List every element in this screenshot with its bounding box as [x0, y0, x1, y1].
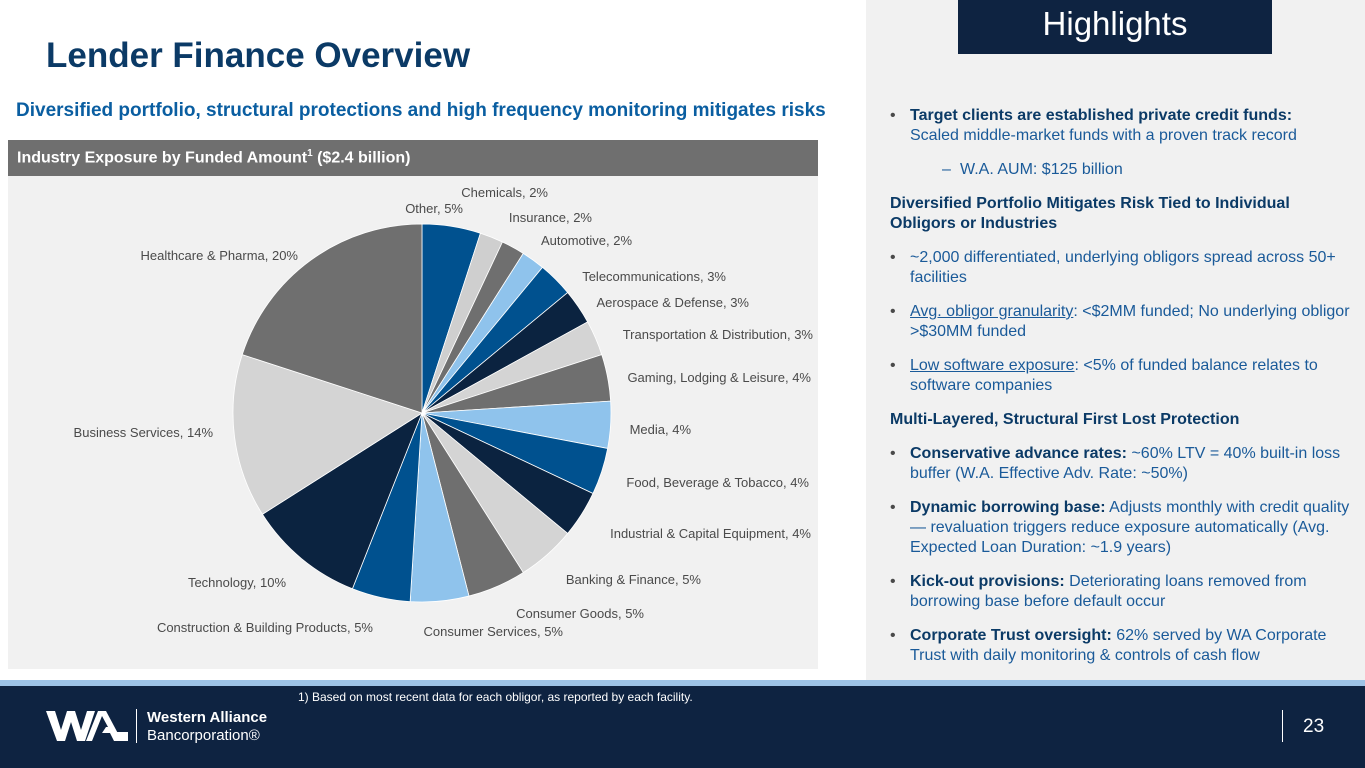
highlight-kick-out	[890, 572, 1350, 612]
bullet-glyph: •	[890, 107, 896, 124]
pie-label-construction-building-products: Construction & Building Products, 5%	[156, 620, 373, 635]
page-title: Lender Finance Overview	[46, 36, 471, 75]
chart-header	[8, 140, 818, 176]
highlights-list	[890, 106, 1350, 680]
highlight-text: Adjusts monthly with credit quality — revaluation triggers reduce exposure automatically (Avg. Expected Loan Duration: ~1.9 years)	[910, 499, 1350, 556]
highlight-bold: Conservative advance rates:	[910, 445, 1127, 462]
page-number-separator	[1282, 710, 1283, 742]
pie-label-gaming-lodging-leisure: Gaming, Lodging & Leisure, 4%	[627, 370, 811, 385]
pie-label-aerospace-defense: Aerospace & Defense, 3%	[596, 295, 749, 310]
highlight-text: 62% served by WA Corporate Trust with daily monitoring & controls of cash flow	[910, 627, 1327, 664]
logo-separator	[136, 709, 137, 743]
section-heading-protection: Multi-Layered, Structural First Lost Protection	[890, 411, 1240, 428]
highlight-text: : <$2MM funded; No underlying obligor >$30MM funded	[910, 303, 1350, 340]
pie-label-chemicals: Chemicals, 2%	[461, 185, 548, 200]
bullet-glyph: •	[890, 627, 896, 644]
pie-label-telecommunications: Telecommunications, 3%	[582, 269, 726, 284]
highlight-bold: Dynamic borrowing base:	[910, 499, 1106, 516]
pie-label-automotive: Automotive, 2%	[540, 233, 632, 248]
highlight-bold: Target clients are established private credit funds:	[910, 107, 1293, 124]
bullet-glyph: •	[890, 573, 896, 590]
highlight-sub-text: W.A. AUM: $125 billion	[960, 161, 1123, 178]
footnote: 1) Based on most recent data for each obligor, as reported by each facility.	[298, 690, 693, 704]
highlight-obligors	[890, 248, 1350, 288]
chart-header-text: Industry Exposure by Funded Amount	[17, 149, 308, 167]
bullet-glyph: •	[890, 249, 896, 266]
pie-label-insurance: Insurance, 2%	[508, 210, 592, 225]
highlight-text: : <5% of funded balance relates to software companies	[910, 357, 1318, 394]
highlight-advance-rates	[890, 444, 1350, 484]
western-alliance-logo-icon	[46, 710, 128, 742]
page-subtitle: Diversified portfolio, structural protections and high frequency monitoring mitigates risks	[16, 100, 826, 121]
pie-label-other: Other, 5%	[405, 201, 463, 216]
highlight-text: Deteriorating loans removed from borrowing base before default occur	[910, 573, 1307, 610]
logo-company-name: Western Alliance	[147, 709, 268, 726]
pie-label-healthcare-pharma: Healthcare & Pharma, 20%	[140, 248, 298, 263]
highlight-corporate-trust	[890, 626, 1350, 666]
section-heading-diversified: Diversified Portfolio Mitigates Risk Tied to Individual Obligors or Industries	[890, 195, 1290, 232]
chart-header-footnote-mark: 1	[307, 148, 313, 159]
logo-company-sub: Bancorporation®	[147, 727, 260, 744]
highlight-text: Scaled middle-market funds with a proven track record	[910, 127, 1297, 144]
pie-label-industrial-capital-equipment: Industrial & Capital Equipment, 4%	[610, 526, 811, 541]
dash-glyph: –	[942, 161, 951, 178]
highlight-borrowing-base	[890, 498, 1350, 558]
bullet-glyph: •	[890, 303, 896, 320]
pie-label-consumer-goods: Consumer Goods, 5%	[516, 606, 644, 621]
bullet-glyph: •	[890, 357, 896, 374]
highlight-bold: Corporate Trust oversight:	[910, 627, 1112, 644]
pie-label-consumer-services: Consumer Services, 5%	[423, 624, 563, 639]
highlight-bold: Kick-out provisions:	[910, 573, 1065, 590]
pie-label-food-beverage-tobacco: Food, Beverage & Tobacco, 4%	[626, 475, 809, 490]
industry-pie-chart	[8, 176, 818, 669]
bullet-glyph: •	[890, 499, 896, 516]
highlight-target-clients	[890, 106, 1350, 146]
pie-label-transportation-distribution: Transportation & Distribution, 3%	[622, 327, 813, 342]
highlight-underlined: Low software exposure	[910, 357, 1075, 374]
highlight-underlined: Avg. obligor granularity	[910, 303, 1074, 320]
highlight-granularity	[890, 302, 1350, 342]
page-number: 23	[1303, 716, 1325, 737]
bullet-glyph: •	[890, 445, 896, 462]
chart-panel	[8, 140, 818, 669]
highlight-sub-aum	[890, 160, 1350, 180]
pie-label-media: Media, 4%	[629, 422, 691, 437]
highlights-tab: Highlights	[958, 0, 1272, 54]
pie-label-banking-finance: Banking & Finance, 5%	[565, 572, 701, 587]
pie-label-business-services: Business Services, 14%	[73, 425, 213, 440]
pie-label-technology: Technology, 10%	[187, 575, 286, 590]
chart-header-amount: ($2.4 billion)	[312, 149, 411, 167]
highlight-text: ~60% LTV = 40% built-in loss buffer (W.A. Effective Adv. Rate: ~50%)	[910, 445, 1341, 482]
highlight-software	[890, 356, 1350, 396]
highlight-text: ~2,000 differentiated, underlying obligors spread across 50+ facilities	[910, 249, 1336, 286]
